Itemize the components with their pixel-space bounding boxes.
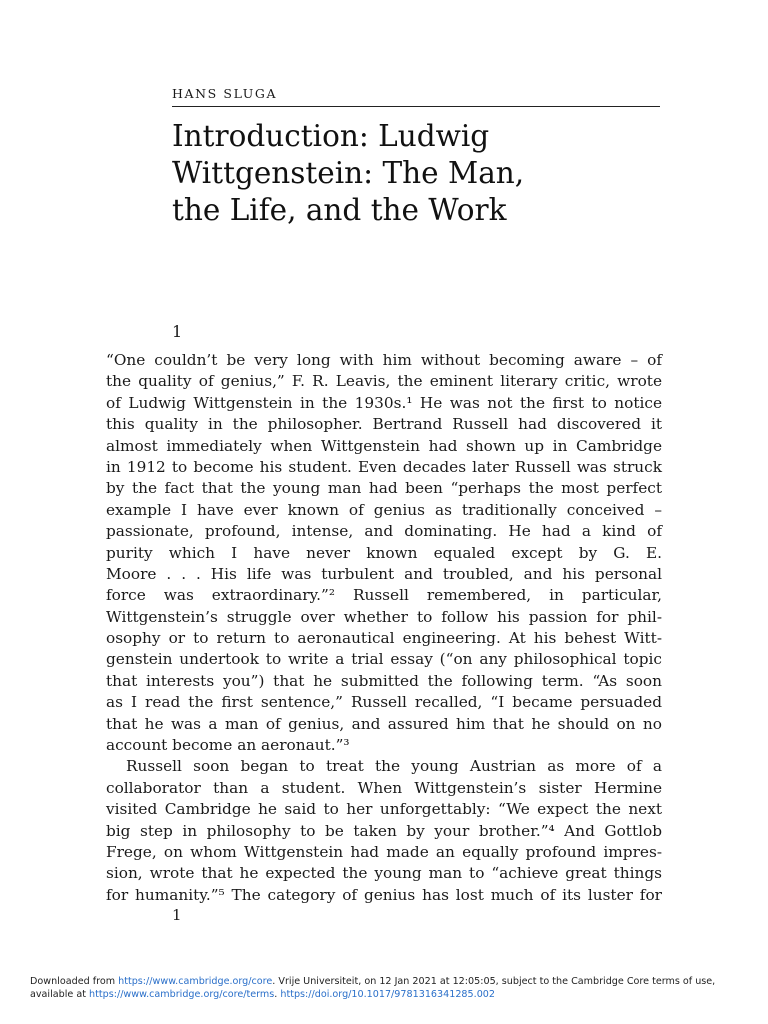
body-line: big step in philosophy to be taken by your brother.”⁴ And Gottlob bbox=[106, 821, 662, 840]
terms-link[interactable]: https://www.cambridge.org/core/terms bbox=[89, 989, 275, 1000]
body-line: of Ludwig Wittgenstein in the 1930s.¹ He was not the first to notice bbox=[106, 393, 662, 412]
body-line: almost immediately when Wittgenstein had shown up in Cambridge bbox=[106, 436, 662, 455]
body-line: example I have ever known of genius as traditionally conceived – bbox=[106, 500, 662, 519]
footer-text: Downloaded from bbox=[30, 976, 119, 987]
body-line: the quality of genius,” F. R. Leavis, the eminent literary critic, wrote bbox=[106, 372, 662, 391]
body-line: Wittgenstein’s struggle over whether to follow his passion for phil- bbox=[106, 607, 662, 626]
body-line: force was extraordinary.”² Russell remembered, in particular, bbox=[106, 586, 662, 605]
body-line: collaborator than a student. When Wittgenstein’s sister Hermine bbox=[106, 778, 662, 797]
footer-text: available at bbox=[30, 989, 90, 1000]
body-line: by the fact that the young man had been “perhaps the most perfect bbox=[106, 479, 662, 498]
body-line: that he was a man of genius, and assured him that he should on no bbox=[106, 714, 662, 733]
download-footer bbox=[30, 975, 750, 1001]
cambridge-core-link[interactable]: https://www.cambridge.org/core bbox=[118, 976, 273, 987]
body-line: purity which I have never known equaled except by G. E. bbox=[106, 543, 662, 562]
body-line: Frege, on whom Wittgenstein had made an equally profound impres- bbox=[106, 842, 662, 861]
title-line: Introduction: Ludwig bbox=[172, 119, 490, 153]
body-line: for humanity.”⁵ The category of genius has lost much of its luster for bbox=[106, 885, 662, 904]
body-line: sion, wrote that he expected the young man to “achieve great things bbox=[106, 864, 662, 883]
body-line: passionate, profound, intense, and dominating. He had a kind of bbox=[106, 522, 662, 541]
footer-text: . bbox=[274, 989, 281, 1000]
footer-line-2 bbox=[30, 988, 750, 1001]
footer-text: . Vrije Universiteit, on 12 Jan 2021 at 12:05:05, subject to the Cambridge Core terms of use, bbox=[272, 976, 716, 987]
body-line: Moore . . . His life was turbulent and troubled, and his personal bbox=[106, 564, 662, 583]
body-line: as I read the first sentence,” Russell recalled, “I became persuaded bbox=[106, 693, 662, 712]
title-line: the Life, and the Work bbox=[172, 193, 507, 227]
body-text bbox=[106, 350, 662, 906]
body-line: osophy or to return to aeronautical engineering. At his behest Witt- bbox=[106, 629, 662, 648]
body-line: genstein undertook to write a trial essay (“on any philosophical topic bbox=[106, 650, 662, 669]
doi-link[interactable]: https://doi.org/10.1017/9781316341285.002 bbox=[280, 989, 496, 1000]
body-line: in 1912 to become his student. Even decades later Russell was struck bbox=[106, 457, 662, 476]
title-line: Wittgenstein: The Man, bbox=[172, 156, 525, 190]
section-number: 1 bbox=[172, 322, 183, 341]
body-line: “One couldn’t be very long with him without becoming aware – of bbox=[106, 351, 662, 369]
body-line: Russell soon began to treat the young Austrian as more of a bbox=[126, 757, 662, 776]
running-head: HANS SLUGA bbox=[172, 86, 278, 101]
body-line: visited Cambridge he said to her unforgettably: “We expect the next bbox=[106, 800, 662, 819]
page-number: 1 bbox=[172, 906, 182, 924]
chapter-title bbox=[172, 118, 652, 229]
header-rule bbox=[172, 106, 660, 107]
body-line: that interests you”) that he submitted the following term. “As soon bbox=[106, 671, 662, 690]
body-line: this quality in the philosopher. Bertrand Russell had discovered it bbox=[106, 415, 662, 434]
footer-line-1 bbox=[30, 975, 750, 988]
body-line: account become an aeronaut.”³ bbox=[106, 736, 350, 755]
